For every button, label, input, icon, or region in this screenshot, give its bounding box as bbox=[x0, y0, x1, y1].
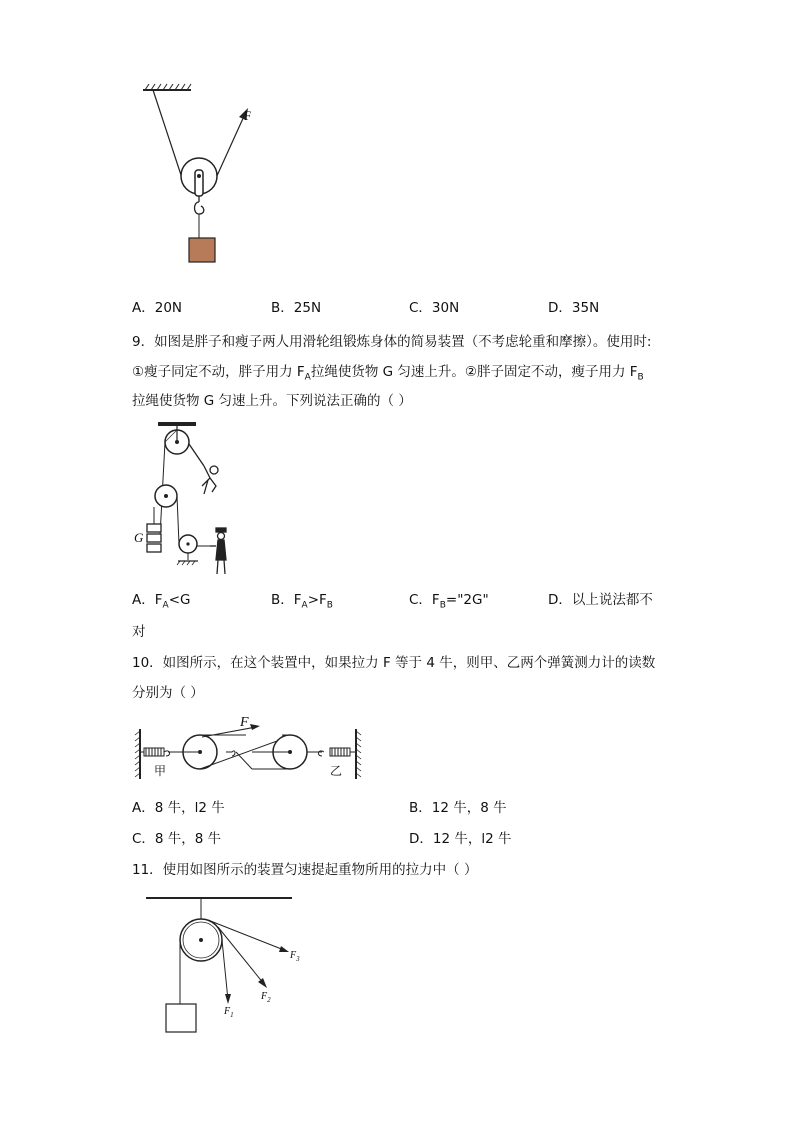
q9-option-d-continued: 对 bbox=[132, 624, 146, 640]
q8-rope-right bbox=[216, 114, 245, 178]
q10-question-line2: 分别为（ ） bbox=[132, 685, 204, 701]
q8-option-a: A．20N bbox=[132, 300, 183, 316]
q10-force-label: F bbox=[240, 715, 249, 730]
q10-left-spring-scale bbox=[140, 748, 170, 756]
q11-question-line1: 11．使用如图所示的装置匀速提起重物所用的拉力中（ ） bbox=[132, 862, 478, 878]
q8-hook bbox=[195, 196, 204, 214]
q11-f2-label: $F_2$ bbox=[261, 991, 271, 1004]
q8-option-d: D．35N bbox=[548, 300, 600, 316]
q10-right-scale-label: 乙 bbox=[330, 764, 343, 778]
q9-weight-label: G bbox=[134, 530, 144, 545]
q9-option-c: C．$F_B="2G$" bbox=[409, 592, 489, 611]
q11-f1-label: $F_1$ bbox=[224, 1006, 234, 1019]
q10-option-c: C．8 牛，8 牛 bbox=[132, 831, 222, 847]
q11-f3-arrow bbox=[279, 946, 289, 952]
q10-option-d: D．12 牛，l2 牛 bbox=[409, 831, 512, 847]
q9-question-line2: ①瘦子同定不动，胖子用力 $F_A$拉绳使货物 G 匀速上升。②胖子固定不动，瘦子用力 $F_B$ bbox=[132, 364, 644, 383]
q9-fat-person bbox=[210, 528, 226, 574]
q10-left-scale-label: 甲 bbox=[154, 764, 167, 778]
q11-f3-label: $F_3$ bbox=[290, 950, 300, 963]
q10-option-b: B．12 牛，8 牛 bbox=[409, 800, 507, 816]
q9-question-line3: 拉绳使货物 G 匀速上升。下列说法正确的（ ） bbox=[132, 393, 412, 409]
q11-f2-arrow bbox=[258, 978, 267, 988]
q10-right-spring-scale bbox=[307, 748, 356, 756]
q9-option-b: B．$F_A>F_B$ bbox=[271, 592, 333, 611]
q9-weight-stack bbox=[147, 524, 161, 532]
q10-option-a: A．8 牛，l2 牛 bbox=[132, 800, 225, 816]
q9-thin-person bbox=[189, 444, 218, 494]
q11-weight-block bbox=[166, 1004, 196, 1032]
q11-f1-arrow bbox=[225, 994, 231, 1004]
q10-question-line1: 10．如图所示，在这个装置中，如果拉力 F 等于 4 牛，则甲、乙两个弹簧测力计的读数 bbox=[132, 655, 656, 671]
q9-option-a: A．$F_A<G$ bbox=[132, 592, 191, 611]
q8-rope-left bbox=[153, 90, 182, 178]
q9-pulley-system-figure bbox=[132, 420, 232, 578]
q8-force-label: F bbox=[244, 108, 252, 123]
q10-force-arrow bbox=[250, 724, 260, 730]
q8-option-b: B．25N bbox=[271, 300, 322, 316]
q8-weight-block bbox=[189, 238, 215, 262]
q9-question-line1: 9．如图是胖子和瘦子两人用滑轮组锻炼身体的简易装置（不考虑轮重和摩擦）。使用时: bbox=[132, 334, 652, 350]
q9-option-d: D．以上说法都不 bbox=[548, 592, 653, 608]
q8-pulley-axle bbox=[195, 170, 203, 196]
q8-option-c: C．30N bbox=[409, 300, 460, 316]
